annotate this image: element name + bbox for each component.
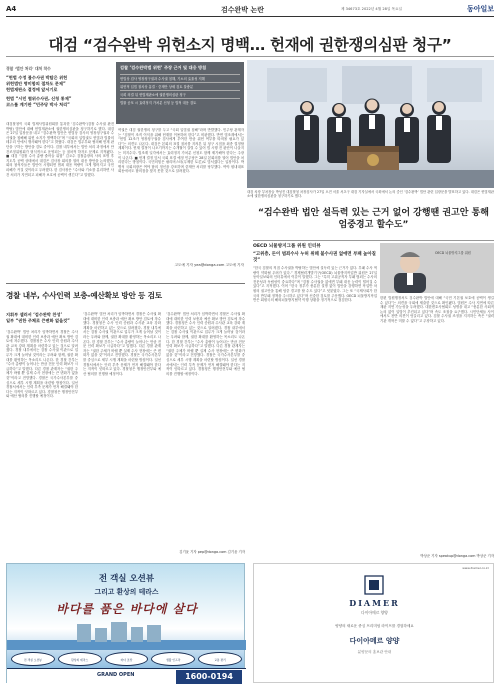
diamond-logo-icon [362, 574, 386, 596]
subhead-2: “헌법 수정 불수사권 박탈은 위헌 [6, 75, 68, 80]
lead-byline: 고도예 기자 yea@donga.com 고도예 기자 [174, 263, 244, 267]
ad-tagline: 전 객실 오션뷰 [98, 574, 155, 584]
second-subhead-2: 일부 “권한 주체로 큰변화 없을것” [6, 318, 70, 323]
second-subhead-1: 지휘부 셀러서 ‘검수완박 찬성’ [6, 312, 63, 317]
ad-url[interactable]: www.diamer.co.kr [462, 566, 489, 570]
subhead-4: 헌법재판소 결정에 앞서기로 [6, 87, 58, 92]
page-number: A4 [6, 5, 17, 13]
ad-brand-sub: 다이아메르 양양 [361, 610, 388, 615]
info-box-title: 검찰 ‘검수완박법 위헌’ 주장 근거 및 대응 방침 [120, 65, 207, 70]
subhead-3: 위헌법안 명미합의 절차도 문제” [6, 81, 66, 86]
interview-title: OECD 뇌물방지그룹 위원 인터뷰 [253, 244, 321, 249]
ad-open-label: GRAND OPEN [97, 672, 135, 678]
ad-small: 분양문의 홍보관 안내 [357, 650, 392, 654]
ad-badge: 바다 조망 [105, 652, 149, 666]
ad-phone[interactable]: 1600-0194 [176, 670, 242, 684]
info-box-item: 헌법상 검사 영장청구권과 수사권 침해, 기소의 효율성 저해 [120, 74, 240, 82]
ad-badge: 전 객실 오션뷰 [11, 652, 55, 666]
ad-footer [7, 668, 246, 684]
interview-body-col2: 한편 법원행정처도 검수완박 법안에 대해 “국민 기본권 보호에 공백이 생길 수 있다”는 의견을 국회에 제출한 것으로 확인됐다. 법원은 수사 지연에 따른 재판 지연 가능성을 우려했다. 대한변호사협회도 성명을 내고 “충분한 사회적 논의 없이 입법이 추진되고 있다”며 속도 조절을 요구했다. 시민단체들 사이에서도 찬반 의견이 엇갈리고 있다. 검찰 수사권 조정을 지지하는 측은 “권력기관 개혁은 미룰 수 없다”고 주장하고 있다. [380, 296, 494, 323]
info-box-item: 위헌적 입법 절차상 흠결 · 중재안 상세 검토 불충분 [120, 82, 240, 90]
ad-badge: 생활 인프라 [151, 652, 195, 666]
interview-body-col1: “한국 검찰의 직접 수사권을 박탈하는 법안에 설득력 있는 근거가 없다. 부패 수사 역량이 약화될 우려가 있다.” 경제협력개발기구(OECD) 뇌물방지작업반 위원은 27일 동아일보와의 인터뷰에서 이같이 말했다. 그는 “특히 고위공직자 부패 범죄는 수사의 전문성과 독립성이 중요하다”며 “검찰 수사권을 없애면 부패 대응 능력이 떨어질 수 있다”고 지적했다. 이어 “한국 정부가 충분한 설명 없이 법안을 강행하면 작업반 차원의 권고안을 통해 엄중 경고를 할 수도 있다”고 덧붙였다. 그는 또 “국제사회가 한국의 반부패 정책을 주시하고 있다”며 신중한 검토를 주문했다. OECD 뇌물방지작업반은 회원국의 해외뇌물방지협약 이행 상황을 정기적으로 점검한다. [253, 266, 377, 303]
subhead-6: 코스를 계기판 “민주당 박사 처리” [6, 102, 70, 107]
second-byline: 김기윤 기자 pep@donga.com 김기윤 기자 [179, 550, 245, 554]
page-header [6, 3, 494, 17]
interview-subtitle: “고위층, 돈이 범죄수사 누허 위해 불수사권 없애면 부패 높아질 것” [253, 252, 376, 263]
second-subheads [6, 312, 76, 324]
subhead-5: 헌법 “시민 협위수사권, 신청 통제” [6, 96, 72, 101]
main-headline: 대검 “검수완박 위헌소지 명백… 헌재에 권한쟁의심판 청구” [48, 36, 452, 54]
issue-meta: 제 34673호 2022년 4월 28일 목요일 [341, 7, 402, 11]
newspaper-logo: 동아일보 [466, 5, 494, 13]
pull-quote: “검수완박 법안 설득력 있는 근거 없어 강행땐 권고안 통해 엄중경고 할수도” [258, 208, 489, 230]
ad-skyline-illustration [7, 622, 246, 650]
lead-body-col2: 여권은 대검 권한쟁의 청구를 두고 “국회 입법권 침해”라며 반발했다. 민주당 관계자는 “검찰이 조직 이익을 위해 헌재를 이용하려 한다”고 비판했다. 반면 법조계에서는 “헌법 12조가 영장청구권을 검사에게 부여한 만큼 위헌 여부를 따져볼 필요가 있다”는 의견도 나온다. 대검은 본회의 표결 절차를 지켜본 뒤 청구 시점을 최종 결정할 계획이다. 헌재 결정이 나오기까지는 수개월이 걸릴 수 있어 법 시행 전 판단이 나올지는 미지수다. 법조계 일각에서는 효력정지 가처분 신청도 함께 제기해야 한다는 주장이 나온다. ■ 헌재 결정 앞서 국회 표결 예정 민주당은 28일 본회의를 열어 법안을 처리한다는 방침이다. 국민의힘은 필리버스터(무제한 토론)로 맞서겠다는 입장이다. 박병석 국회의장은 여야 합의 정신을 강조하며 중재안 처리를 당부했다. 여야 원내대표 회동에서도 합의점을 찾지 못한 것으로 알려졌다. [118, 128, 244, 174]
interview-byline: 박상준 기자 speakup@donga.com 박상준 기자 [420, 554, 494, 558]
subhead-block [6, 66, 114, 108]
ad-tagline-2: 그리고 환상의 테라스 [94, 588, 159, 596]
press-photo [247, 60, 494, 188]
ad-left[interactable] [6, 563, 245, 683]
info-box [116, 62, 244, 124]
second-body-col1: ‘검수완박’ 법안 처리가 임박하면서 경찰은 수사권 확대에 대비한 인력 보충과 예산 확보 방안 검토에 착수했다. 경찰청은 수사 인력 증원과 수사관 교육 강화 계획을 마련하고 있는 것으로 알려졌다. 경찰 내부에서는 검찰 수사권 이관으로 업무가 크게 늘어날 것이라는 우려와 함께, 권한 확대를 환영하는 목소리도 나온다. 한 경찰 간부는 “수사 총량이 늘어나는 만큼 전문 인력 확보가 시급하다”고 말했다. 다른 경찰 관계자는 “권한 주체가 바뀔 뿐 실제 수사 현장에는 큰 변화가 없을 것”이라고 전망했다. 경찰은 국가수사본부를 중심으로 세부 시행 계획을 마련할 방침이다. 일선 경찰서에서는 인력 부족 문제가 먼저 해결돼야 한다는 지적이 잇따르고 있다. 경찰청은 행정안전부와 예산 협의를 진행할 예정이다. [6, 330, 78, 399]
subhead-1: 경찰 ‘법안 처리’ 대처 착수 [6, 66, 51, 71]
ad-calligraphy: 바다를 품은 바다에 살다 [56, 602, 198, 616]
second-body-col3: ‘검수완박’ 법안 처리가 임박하면서 경찰은 수사권 확대에 대비한 인력 보충과 예산 확보 방안 검토에 착수했다. 경찰청은 수사 인력 증원과 수사관 교육 강화 계획을 마련하고 있는 것으로 알려졌다. 경찰 내부에서는 검찰 수사권 이관으로 업무가 크게 늘어날 것이라는 우려와 함께, 권한 확대를 환영하는 목소리도 나온다. 한 경찰 간부는 “수사 총량이 늘어나는 만큼 전문 인력 확보가 시급하다”고 말했다. 다른 경찰 관계자는 “권한 주체가 바뀔 뿐 실제 수사 현장에는 큰 변화가 없을 것”이라고 전망했다. 경찰은 국가수사본부를 중심으로 세부 시행 계획을 마련할 방침이다. 일선 경찰서에서는 인력 부족 문제가 먼저 해결돼야 한다는 지적이 잇따르고 있다. 경찰청은 행정안전부와 예산 협의를 진행할 예정이다. [166, 312, 245, 376]
headline-divider [6, 56, 494, 57]
info-box-item: 국회 의결 뒤 헌법재판소에 권한쟁의심판 청구 [120, 90, 240, 98]
interview-photo-caption: OECD 뇌물방지그룹 위원 [435, 251, 471, 255]
ad-badge: 교통 편리 [198, 652, 242, 666]
quote-divider [253, 240, 494, 241]
photo-caption: 대검 차장 부처장들 박성진 대검찰청 차장검사가 27일 오전 서울 서초구 대검 기자실에서 국회에서 논의 중인 ‘검수완박’ 법안 관련 입장문을 발표하고 있다. 대검은 헌법재판소에 권한쟁의심판을 청구하기로 했다. [247, 190, 494, 199]
press-photo-illustration [247, 60, 494, 188]
ad-headline: 다이아메르 양양 [349, 637, 400, 645]
second-body-col2: ‘검수완박’ 법안 처리가 임박하면서 경찰은 수사권 확대에 대비한 인력 보충과 예산 확보 방안 검토에 착수했다. 경찰청은 수사 인력 증원과 수사관 교육 강화 계획을 마련하고 있는 것으로 알려졌다. 경찰 내부에서는 검찰 수사권 이관으로 업무가 크게 늘어날 것이라는 우려와 함께, 권한 확대를 환영하는 목소리도 나온다. 한 경찰 간부는 “수사 총량이 늘어나는 만큼 전문 인력 확보가 시급하다”고 말했다. 다른 경찰 관계자는 “권한 주체가 바뀔 뿐 실제 수사 현장에는 큰 변화가 없을 것”이라고 전망했다. 경찰은 국가수사본부를 중심으로 세부 시행 계획을 마련할 방침이다. 일선 경찰서에서는 인력 부족 문제가 먼저 해결돼야 한다는 지적이 잇따르고 있다. 경찰청은 행정안전부와 예산 협의를 진행할 예정이다. [83, 312, 161, 376]
ad-desc: 양양의 새로운 중심 프리미엄 라이프를 경험하세요 [335, 624, 414, 628]
interview-photo [380, 243, 494, 293]
article-divider [6, 283, 245, 284]
second-headline: 경찰 내부, 수사인력 보충-예산확보 방안 등 검토 [6, 291, 162, 300]
ad-badges [11, 652, 242, 666]
section-title: 검수완박 논란 [221, 6, 265, 14]
lead-body-col1: 대검찰청이 국회 법제사법위원회를 통과한 ‘검수완박’(검찰 수사권 완전 박탈) 법안에 대해 헌법재판소에 권한쟁의심판을 청구하기로 했다. 대검은 27일 입장문을 내고 “검수완박 법안은 헌법상 검사의 영장청구권과 수사권을 침해해 위헌 소지가 명백하다”며 “국회의 입법권도 헌법과 법률의 테두리 안에서 행사돼야 한다”고 밝혔다. 대검은 법무부와 협의해 헌재 판단을 구하는 방안을 검토 중이다. 검찰 내부에서는 법안 처리 과정에서 안건조정위원회가 형식적으로 운영되는 등 절차적 하자도 문제로 지적됐다. ■ 대검 “검찰 수사 총량 줄어들 위험” 김오수 검찰총장의 사의 표명 후 지도부 공백 상태에서 대검은 검사장 회의를 열어 대응 방안을 논의했다. 회의 참석자들은 법안이 시행되면 범죄 대응 역량이 크게 떨어지고 국민 피해가 커질 것이라고 우려했다. 한 검사장은 “수사와 기소를 분리하면 사건 처리가 지연되고 피해자 보호에 공백이 생긴다”고 말했다. [6, 122, 114, 177]
info-box-item: 법률 공포 시 효력정지 가처분 신청 등 법적 대응 검토 [120, 98, 240, 106]
ad-brand: DIAMER [349, 598, 400, 608]
ad-right[interactable] [253, 563, 494, 683]
ad-badge: 환상의 테라스 [58, 652, 102, 666]
